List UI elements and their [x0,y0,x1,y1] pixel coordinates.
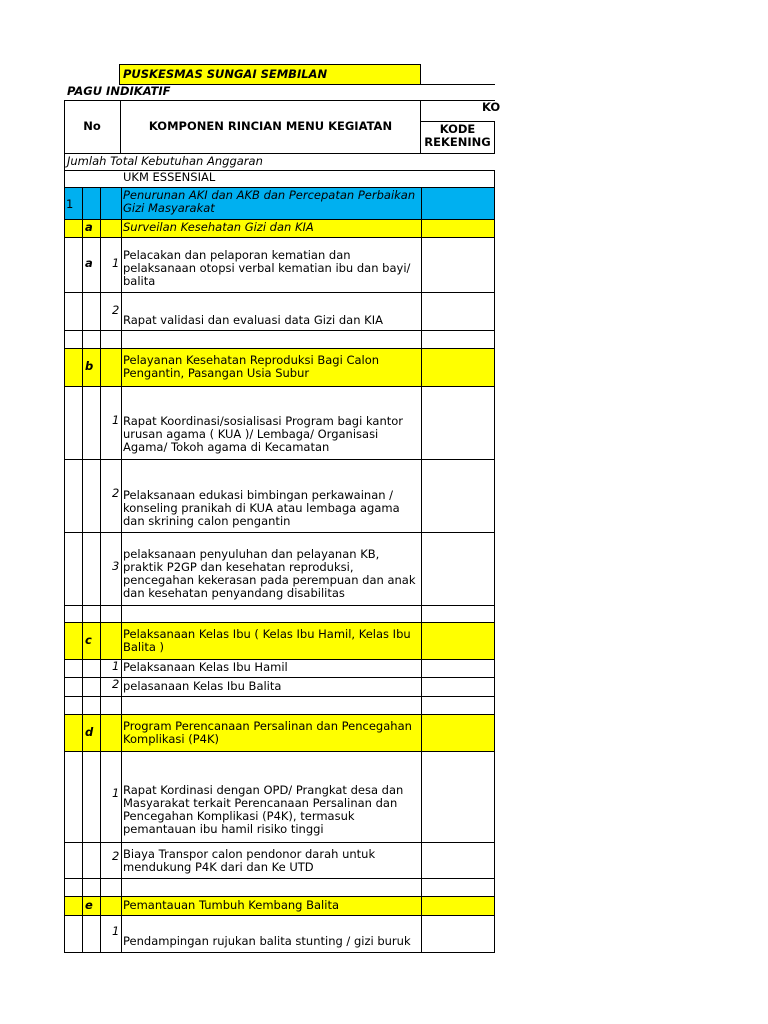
col-divider [82,292,83,331]
col-divider [421,237,422,293]
col-divider [121,348,122,387]
col-divider [121,878,122,897]
row-number: 1 [66,197,74,211]
col-divider [82,532,83,606]
col-divider [82,459,83,533]
col-divider [100,605,101,623]
col-divider [100,751,101,843]
col-divider [82,187,83,220]
col-divider [421,878,422,897]
sheet-title: PUSKESMAS SUNGAI SEMBILAN [119,64,421,85]
row-letter: d [85,724,94,739]
col-divider [82,237,83,293]
col-divider [421,622,422,660]
row-text: Pelaksanaan edukasi bimbingan perkawainan / konseling pranikah di KUA atau lembaga agama dan skrining calon pengantin [123,488,400,528]
col-divider [421,696,422,715]
col-divider [421,330,422,349]
col-divider [100,348,101,387]
col-divider [82,386,83,460]
col-divider [100,237,101,293]
header-kode-line1: KODE [439,122,476,136]
col-divider [82,622,83,660]
title-rule [421,84,495,85]
col-divider [82,751,83,843]
row-text: Pelayanan Kesehatan Reproduksi Bagi Calon Pengantin, Pasangan Usia Subur [123,353,380,380]
col-divider [421,219,422,238]
col-divider [82,348,83,387]
item-number: 2 [112,849,120,863]
item-number: 1 [112,256,120,270]
col-divider [100,330,101,349]
header-kode-line2: REKENING [424,135,491,149]
col-divider [421,348,422,387]
ukm-row-border [64,170,495,188]
row-text: Penurunan AKI dan AKB dan Percepatan Perbaikan Gizi Masyarakat [123,188,416,215]
col-divider [82,842,83,879]
col-divider [100,187,101,220]
col-divider [421,532,422,606]
col-divider [421,292,422,331]
row-text: Biaya Transpor calon pendonor darah untuk mendukung P4K dari dan Ke UTD [123,847,376,874]
col-divider [82,659,83,678]
col-divider [421,751,422,843]
col-divider [121,605,122,623]
col-divider [121,622,122,660]
item-number: 1 [112,413,120,427]
item-number: 1 [112,786,120,800]
item-number: 2 [112,486,120,500]
col-divider [82,330,83,349]
row-text: Pelacakan dan pelaporan kematian dan pelaksanaan otopsi verbal kematian ibu dan bayi/ balita [123,248,411,288]
row-letter: a [85,220,93,234]
col-divider [82,677,83,697]
table-row [64,878,495,897]
col-divider [82,605,83,623]
header-ko: KO [482,100,501,114]
row-text: Pelaksanaan Kelas Ibu Hamil [123,660,288,674]
col-divider [100,459,101,533]
col-divider [100,915,101,953]
header-komponen: KOMPONEN RINCIAN MENU KEGIATAN [121,100,421,154]
header-kode-cell [421,121,495,154]
row-letter: b [85,359,94,373]
row-text: Pelaksanaan Kelas Ibu ( Kelas Ibu Hamil, Kelas Ibu Balita ) [123,627,411,654]
row-text: pelasanaan Kelas Ibu Balita [123,679,282,693]
table-row [64,330,495,349]
col-divider [100,532,101,606]
col-divider [100,386,101,460]
col-divider [421,677,422,697]
row-letter: a [85,256,93,270]
col-divider [421,842,422,879]
col-divider [121,219,122,238]
item-number: 1 [112,924,120,938]
item-number: 2 [112,303,120,317]
col-divider [121,714,122,752]
col-divider [100,842,101,879]
col-divider [82,896,83,916]
col-divider [421,459,422,533]
table-row [64,696,495,715]
row-text: Rapat Koordinasi/sosialisasi Program bagi kantor urusan agama ( KUA )/ Lembaga/ Organisasi Agama/ Tokoh agama di Kecamatan [123,414,404,454]
row-text: Rapat Kordinasi dengan OPD/ Prangkat desa dan Masyarakat terkait Perencanaan Persalinan dan Pencegahan Komplikasi (P4K), termasuk pemantauan ibu hamil risiko tinggi [123,783,404,836]
table-row [64,605,495,623]
col-divider [421,187,422,220]
col-divider [100,677,101,697]
row-letter: c [85,632,92,647]
item-number: 1 [112,659,120,673]
col-divider [121,330,122,349]
col-divider [100,292,101,331]
col-divider [421,386,422,460]
col-divider [421,659,422,678]
col-divider [421,896,422,916]
col-divider [421,915,422,953]
row-text: Pendampingan rujukan balita stunting / gizi buruk [123,934,411,948]
ukm-label: UKM ESSENSIAL [123,170,216,184]
col-divider [82,915,83,953]
col-divider [82,696,83,715]
row-text: Pemantauan Tumbuh Kembang Balita [123,898,339,912]
col-divider [100,219,101,238]
col-divider [100,714,101,752]
item-number: 2 [112,677,120,691]
col-divider [82,714,83,752]
item-number: 3 [112,559,120,573]
col-divider [121,187,122,220]
col-divider [100,622,101,660]
header-no: No [64,100,121,154]
col-divider [421,605,422,623]
row-text: Rapat validasi dan evaluasi data Gizi dan KIA [123,313,383,327]
col-divider [100,696,101,715]
row-text: Program Perencanaan Persalinan dan Pencegahan Komplikasi (P4K) [123,719,412,746]
row-text: Surveilan Kesehatan Gizi dan KIA [123,220,314,234]
total-label: Jumlah Total Kebutuhan Anggaran [64,153,495,171]
col-divider [121,896,122,916]
pagu-label: PAGU INDIKATIF [67,84,171,98]
col-divider [121,696,122,715]
col-divider [100,878,101,897]
col-divider [100,659,101,678]
col-divider [82,878,83,897]
row-letter: e [85,897,93,912]
col-divider [82,219,83,238]
col-divider [421,714,422,752]
row-text: pelaksanaan penyuluhan dan pelayanan KB, praktik P2GP dan kesehatan reproduksi, pencegahan kekerasan pada perempuan dan anak dan kesehatan penyandang disabilitas [123,547,416,600]
col-divider [100,896,101,916]
